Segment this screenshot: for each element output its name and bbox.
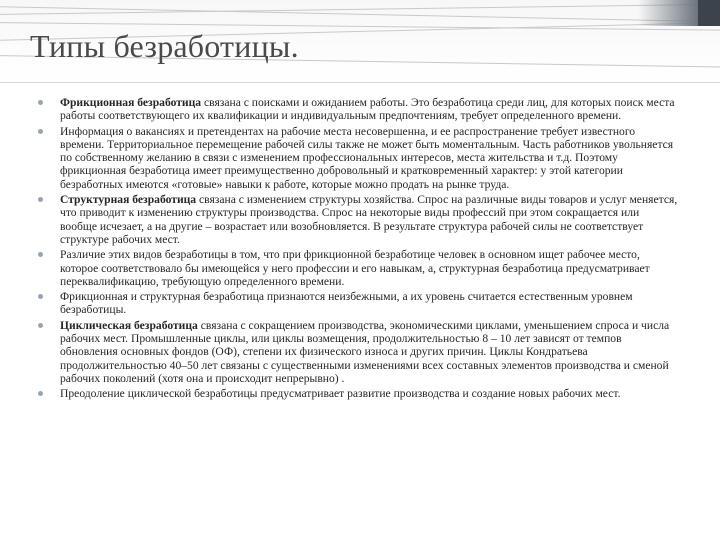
bullet-icon <box>38 391 43 396</box>
bullet-lead: Циклическая безработица <box>60 318 198 332</box>
list-item <box>38 387 678 400</box>
list-item <box>38 319 678 385</box>
bullet-text: Фрикционная и структурная безработица признаются неизбежными, а их уровень считается естественным уровнем безработицы. <box>60 290 633 317</box>
bullet-icon <box>38 129 43 134</box>
list-item <box>38 193 678 246</box>
bullet-icon <box>38 252 43 257</box>
bullet-lead: Структурная безработица <box>60 193 197 207</box>
slide-title: Типы безработицы. <box>30 28 299 64</box>
corner-accent-strip <box>638 0 698 26</box>
bullet-text: Информация о вакансиях и претендентах на рабочие места несовершенна, и ее распространение требует известного времени. Территориальное перемещение рабочей силы также не может быть моментальным. Часть работников увольняется по собственному желанию в связи с изменением профессиональных интересов, места жительства и т.д. Поэтому фрикционная безработица имеет преимущественно добровольный и кратковременный характер: у этой категории безработных имеются «готовые» навыки к работе, которые можно продать на рынке труда. <box>60 124 674 191</box>
bullet-text: связана с сокращением производства, экономическими циклами, уменьшением спроса и числа рабочих мест. Промышленные циклы, или циклы возмещения, продолжительностью 8 – 10 лет зависят от темпов обновления основных фондов (ОФ), степени их физического износа и других причин. Циклы Кондратьева продолжительностью 40–50 лет связаны с существенными изменениями всех составных элементов производства и сменой рабочих поколений (хотя она и происходит непрерывно) . <box>60 318 670 385</box>
bullet-text: связана с поисками и ожиданием работы. Это безработица среди лиц, для которых поиск места работы соответствующего их квалификации и индивидуальным предпочтениям, требует определенного времени. <box>60 96 675 123</box>
bullet-text: Различие этих видов безработицы в том, что при фрикционной безработице человек в основном ищет рабочее место, которое соответствовало бы имеющейся у него профессии и его навыкам, а, структурная безработица предусматривает переквалификацию, требующую определенного времени. <box>60 248 650 288</box>
bullet-icon <box>38 323 43 328</box>
bullet-icon <box>38 294 43 299</box>
bullet-icon <box>38 100 43 105</box>
list-item <box>38 248 678 288</box>
list-item <box>38 125 678 191</box>
list-item <box>38 96 678 123</box>
list-item <box>38 290 678 317</box>
bullet-text: связана с изменением структуры хозяйства. Спрос на различные виды товаров и услуг меняется, что приводит к изменению структуры производства. Спрос на некоторые виды профессий при этом сокращается или вообще исчезает, а на другие – возрастает или возобновляется. В результате структура рабочей силы не соответствует структуре рабочих мест. <box>60 193 678 246</box>
title-divider <box>0 82 720 83</box>
corner-accent <box>698 0 720 26</box>
bullet-text: Преодоление циклической безработицы предусматривает развитие производства и создание новых рабочих мест. <box>60 387 621 401</box>
bullet-icon <box>38 197 43 202</box>
bullet-lead: Фрикционная безработица <box>60 96 202 109</box>
slide-content <box>38 96 678 403</box>
bullet-list <box>38 96 678 401</box>
